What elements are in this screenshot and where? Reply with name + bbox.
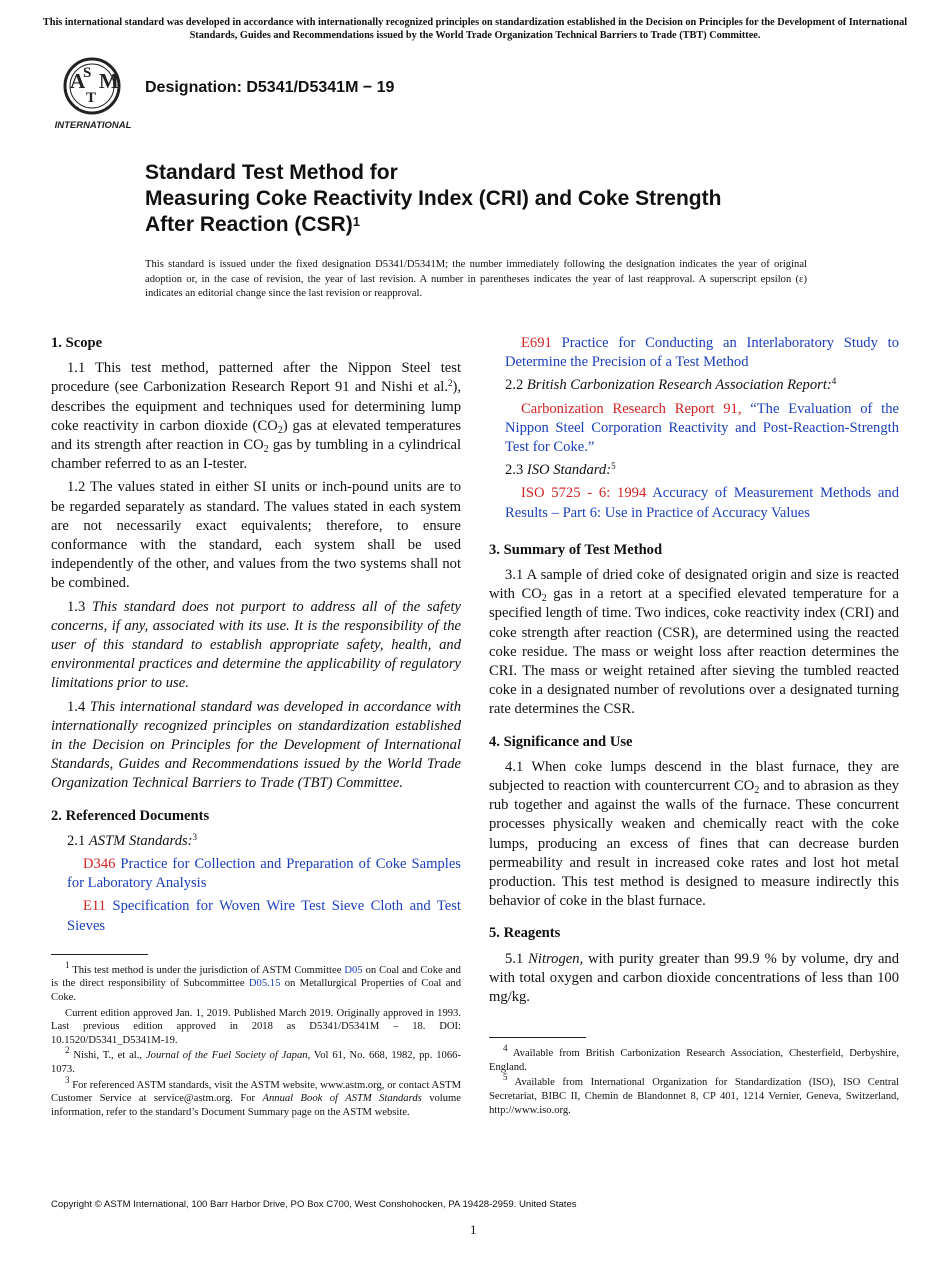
- footnote-3: $^3$ For referenced ASTM standards, visit the ASTM website, www.astm.org, or contact ASTM Customer Service at service@astm.org. For Annual Book of ASTM Standards volume information, refer to the standard’s Document Summary page on the ASTM website.: [51, 1074, 461, 1118]
- ref-iso5725-link[interactable]: Accuracy of Measurement Methods and Results – Part 6: Use in Practice of Accuracy Values: [505, 485, 899, 521]
- ref-e691-link[interactable]: Practice for Conducting an Interlaboratory Study to Determine the Precision of a Test Method: [505, 335, 899, 371]
- footnotes-right: [489, 1043, 899, 1117]
- footnote-1-edition: Current edition approved Jan. 1, 2019. Published March 2019. Originally approved in 1993. Last previous edition approved in 2018 as D5341/D5341M – 18. DOI: 10.1520/D5341_D5341M-19.: [51, 1007, 461, 1046]
- refdocs-heading: 2. Referenced Documents: [51, 807, 210, 824]
- reagents-heading: 5. Reagents: [489, 925, 561, 942]
- footnote-5: $^5$ Available from International Organization for Standardization (ISO), ISO Central Secretariat, BIBC II, Chemin de Blandonnet 8, CP 401, 1214 Vernier, Geneva, Switzerland, http://www.iso.org.: [489, 1072, 899, 1116]
- title-line-3-text: After Reaction (CSR): [145, 213, 353, 236]
- ref-e11-code[interactable]: E11: [83, 898, 106, 915]
- astm-standards-label: 2.1 ASTM Standards:$^3$: [67, 831, 198, 849]
- footnote-rule-right: [489, 1037, 586, 1038]
- significance-heading: 4. Significance and Use: [489, 733, 633, 750]
- page-number: 1: [470, 1222, 477, 1237]
- ref-iso5725-code[interactable]: ISO 5725 - 6: 1994: [521, 485, 647, 502]
- logo-letter-a: A: [70, 69, 86, 93]
- ref-e691-code[interactable]: E691: [521, 335, 552, 351]
- reagents-5-1: 5.1 Nitrogen, with purity greater than 99.9 % by volume, dry and with total oxygen and carbon dioxide concentrations of less than 100 mg/kg.: [489, 950, 900, 1006]
- ref-e11[interactable]: [51, 897, 461, 935]
- logo-letter-t: T: [86, 90, 97, 106]
- ref-crr91-link[interactable]: “The Evaluation of the Nippon Steel Corporation Reactivity and Post-Reaction-Strength Test for Coke.”: [505, 400, 899, 456]
- logo-international-text: INTERNATIONAL: [54, 120, 132, 131]
- ref-e11-link[interactable]: Specification for Woven Wire Test Sieve Cloth and Test Sieves: [67, 898, 461, 934]
- ref-crr91[interactable]: [489, 400, 899, 458]
- subcommittee-d0515-link[interactable]: D05.15: [248, 978, 281, 990]
- scope-1-4: 1.4 This international standard was developed in accordance with internationally recognized principles on standardization established in the Decision on Principles for the Development of International Standards, Guides and Recommendations issued by the World Trade Organization Technical Barriers to Trade (TBT) Committee.: [51, 698, 462, 792]
- footnote-4: $^4$ Available from British Carbonization Research Association, Chesterfield, Derbyshire, England.: [489, 1043, 899, 1073]
- title-line-3: [145, 212, 845, 238]
- footnote-rule-left: [51, 954, 148, 955]
- document-title: [145, 160, 845, 238]
- left-column: [51, 334, 461, 1121]
- scope-1-3: 1.3 This standard does not purport to address all of the safety concerns, if any, associated with its use. It is the responsibility of the user of this standard to establish appropriate safety, health, and environmental practices and determine the applicability of regulatory limitations prior to use.: [51, 598, 461, 692]
- significance-4-1: 4.1 When coke lumps descend in the blast furnace, they are subjected to reaction with countercurrent $CO_2$ and to abrasion as they rub together and against the walls of the furnace. These concurrent processes physically weaken and chemically react with the coke lumps, producing an excess of fines that can decrease burden permeability and result in increased coke rates and lost hot metal production. This test method is designed to measure indirectly this behavior of coke in the blast furnace.: [489, 758, 899, 910]
- summary-3-1: 3.1 A sample of dried coke of designated origin and size is reacted with $CO_2$ gas in a retort at a specified elevated temperature for a specified length of time. Two indices, coke reactivity index (CRI) and coke strength after reaction (CSR), are determined using the reacted coke residue. The mass or weight loss after reaction determines the CRI. The mass or weight retained after sieving the tumbled reacted coke in a designated number of revolutions over a designated turning rate determines the CSR.: [489, 567, 899, 718]
- title-line-1: Standard Test Method for: [145, 161, 398, 184]
- wto-note: This international standard was developed in accordance with internationally recognized principles on standardization established in the Decision on Principles for the Development of International Standards, Guides and Recommendations issued by the World Trade Organization Technical Barriers to Trade (TBT) Committee.: [42, 17, 908, 41]
- footnotes-left: [51, 959, 461, 1120]
- issue-note: This standard is issued under the fixed designation D5341/D5341M; the number immediately following the designation indicates the year of original adoption or, in the case of revision, the year of last revision. A number in parentheses indicates the year of last reapproval. A superscript epsilon (ε) indicates an editorial change since the last revision or reapproval.: [145, 259, 807, 299]
- summary-heading: 3. Summary of Test Method: [489, 541, 663, 558]
- iso-label: 2.3 ISO Standard:$^5$: [505, 461, 616, 479]
- ref-d346[interactable]: [51, 855, 461, 893]
- title-line-2: Measuring Coke Reactivity Index (CRI) and Coke Strength: [145, 187, 722, 210]
- title-footnote-mark: 1: [352, 214, 360, 229]
- committee-d05-link[interactable]: D05: [344, 964, 363, 976]
- ref-d346-link[interactable]: Practice for Collection and Preparation of Coke Samples for Laboratory Analysis: [67, 856, 461, 892]
- ref-e691[interactable]: [489, 334, 899, 372]
- logo-letter-m: M: [99, 69, 119, 93]
- ref-iso5725[interactable]: [489, 484, 899, 522]
- footnote-1: $^1$ This test method is under the jurisdiction of ASTM Committee D05 on Coal and Coke and is the direct responsibility of Subcommittee D05.15 on Metallurgical Properties of Coal and Coke.: [51, 959, 461, 1004]
- scope-heading: 1. Scope: [51, 335, 103, 351]
- ref-crr91-code[interactable]: Carbonization Research Report 91,: [521, 400, 751, 417]
- bcra-label: 2.2 British Carbonization Research Association Report:$^4$: [505, 376, 837, 394]
- footnote-2: $^2$ Nishi, T., et al., Journal of the Fuel Society of Japan, Vol 61, No. 668, 1982, pp. 1066-1073.: [51, 1045, 461, 1076]
- scope-1-1: 1.1 This test method, patterned after the Nippon Steel test procedure (see Carbonization Research Report 91 and Nishi et al.$^2$), describes the equipment and techniques used for determining lump coke reactivity in carbon dioxide $(CO_2)$ gas at elevated temperatures and its strength after reaction in $CO_2$ gas by tumbling in a cylindrical chamber referred to as an I-tester.: [51, 360, 462, 473]
- designation: Designation: D5341/D5341M − 19: [145, 79, 395, 96]
- scope-1-2: 1.2 The values stated in either SI units or inch-pound units are to be regarded separately as standard. The values stated in each system are not necessarily exact equivalents; therefore, to ensure conformance with the standard, each system shall be used independently of the other, and values from the two systems shall not be combined.: [51, 479, 461, 592]
- ref-d346-code[interactable]: D346: [83, 856, 116, 873]
- logo-letter-s: S: [83, 65, 92, 81]
- copyright-notice: Copyright © ASTM International, 100 Barr Harbor Drive, PO Box C700, West Conshohocken, PA 19428-2959. United States: [51, 1199, 577, 1210]
- astm-logo: [52, 56, 134, 132]
- right-column: [489, 334, 899, 1119]
